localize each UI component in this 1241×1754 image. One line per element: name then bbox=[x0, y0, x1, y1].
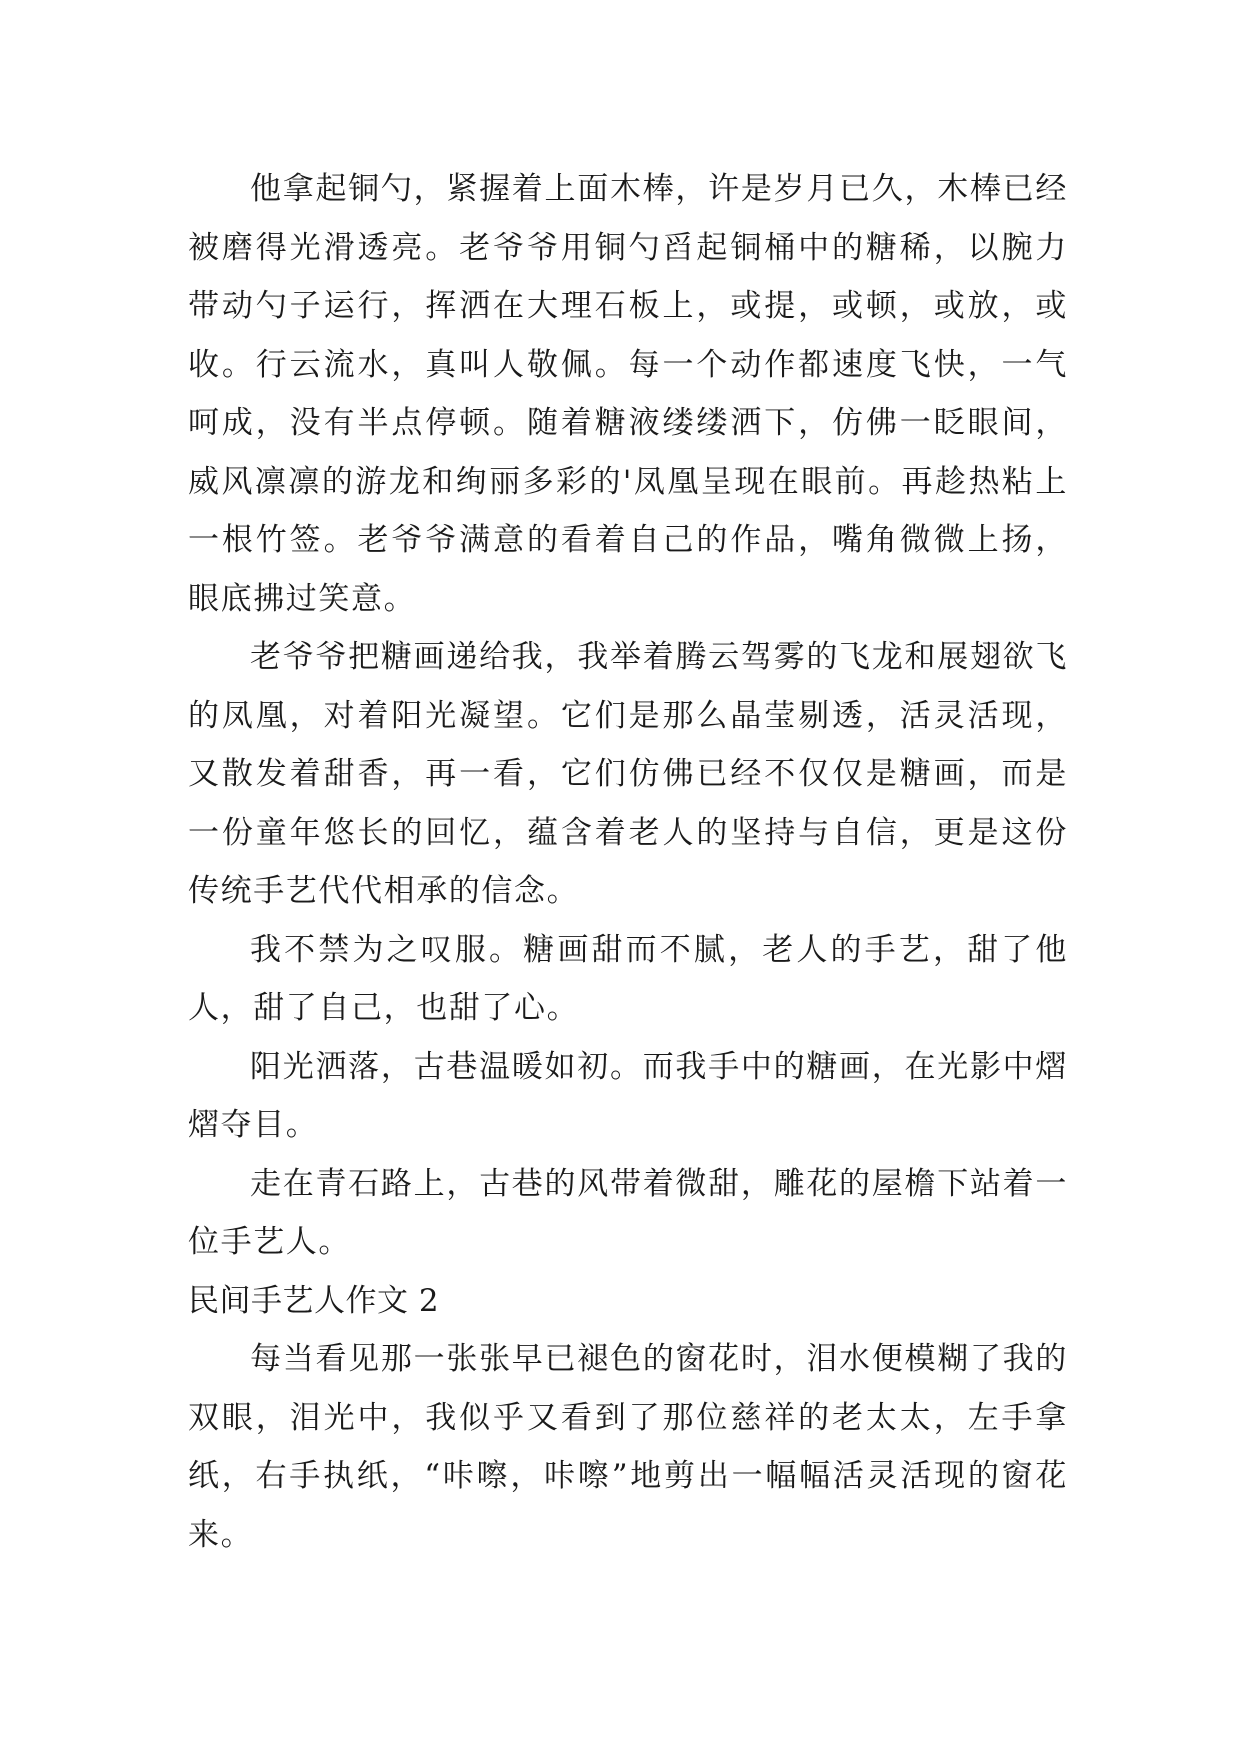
paragraph: 阳光洒落，古巷温暖如初。而我手中的糖画，在光影中熠熠夺目。 bbox=[188, 1048, 1068, 1143]
paragraph: 每当看见那一张张早已褪色的窗花时，泪水便模糊了我的双眼，泪光中，我似乎又看到了那位慈祥的老太太，左手拿纸，右手执纸，“咔嚓，咔嚓”地剪出一幅幅活灵活现的窗花来。 bbox=[188, 1341, 1068, 1553]
paragraph: 他拿起铜勺，紧握着上面木棒，许是岁月已久，木棒已经被磨得光滑透亮。老爷爷用铜勺舀起铜桶中的糖稀，以腕力带动勺子运行，挥洒在大理石板上，或提，或顿，或放，或收。行云流水，真叫人敬佩。每一个动作都速度飞快，一气呵成，没有半点停顿。随着糖液缕缕洒下，仿佛一眨眼间，威风凛凛的游龙和绚丽多彩的'凤凰呈现在眼前。再趁热粘上一根竹签。老爷爷满意的看着自己的作品，嘴角微微上扬，眼底拂过笑意。 bbox=[188, 171, 1068, 617]
document-page bbox=[188, 160, 1068, 1564]
paragraph: 走在青石路上，古巷的风带着微甜，雕花的屋檐下站着一位手艺人。 bbox=[188, 1165, 1068, 1260]
paragraph: 老爷爷把糖画递给我，我举着腾云驾雾的飞龙和展翅欲飞的凤凰，对着阳光凝望。它们是那么晶莹剔透，活灵活现，又散发着甜香，再一看，它们仿佛已经不仅仅是糖画，而是一份童年悠长的回忆，蕴含着老人的坚持与自信，更是这份传统手艺代代相承的信念。 bbox=[188, 639, 1068, 909]
paragraph: 我不禁为之叹服。糖画甜而不腻，老人的手艺，甜了他人，甜了自己，也甜了心。 bbox=[188, 931, 1068, 1026]
section-heading: 民间手艺人作文 2 bbox=[188, 1282, 440, 1319]
